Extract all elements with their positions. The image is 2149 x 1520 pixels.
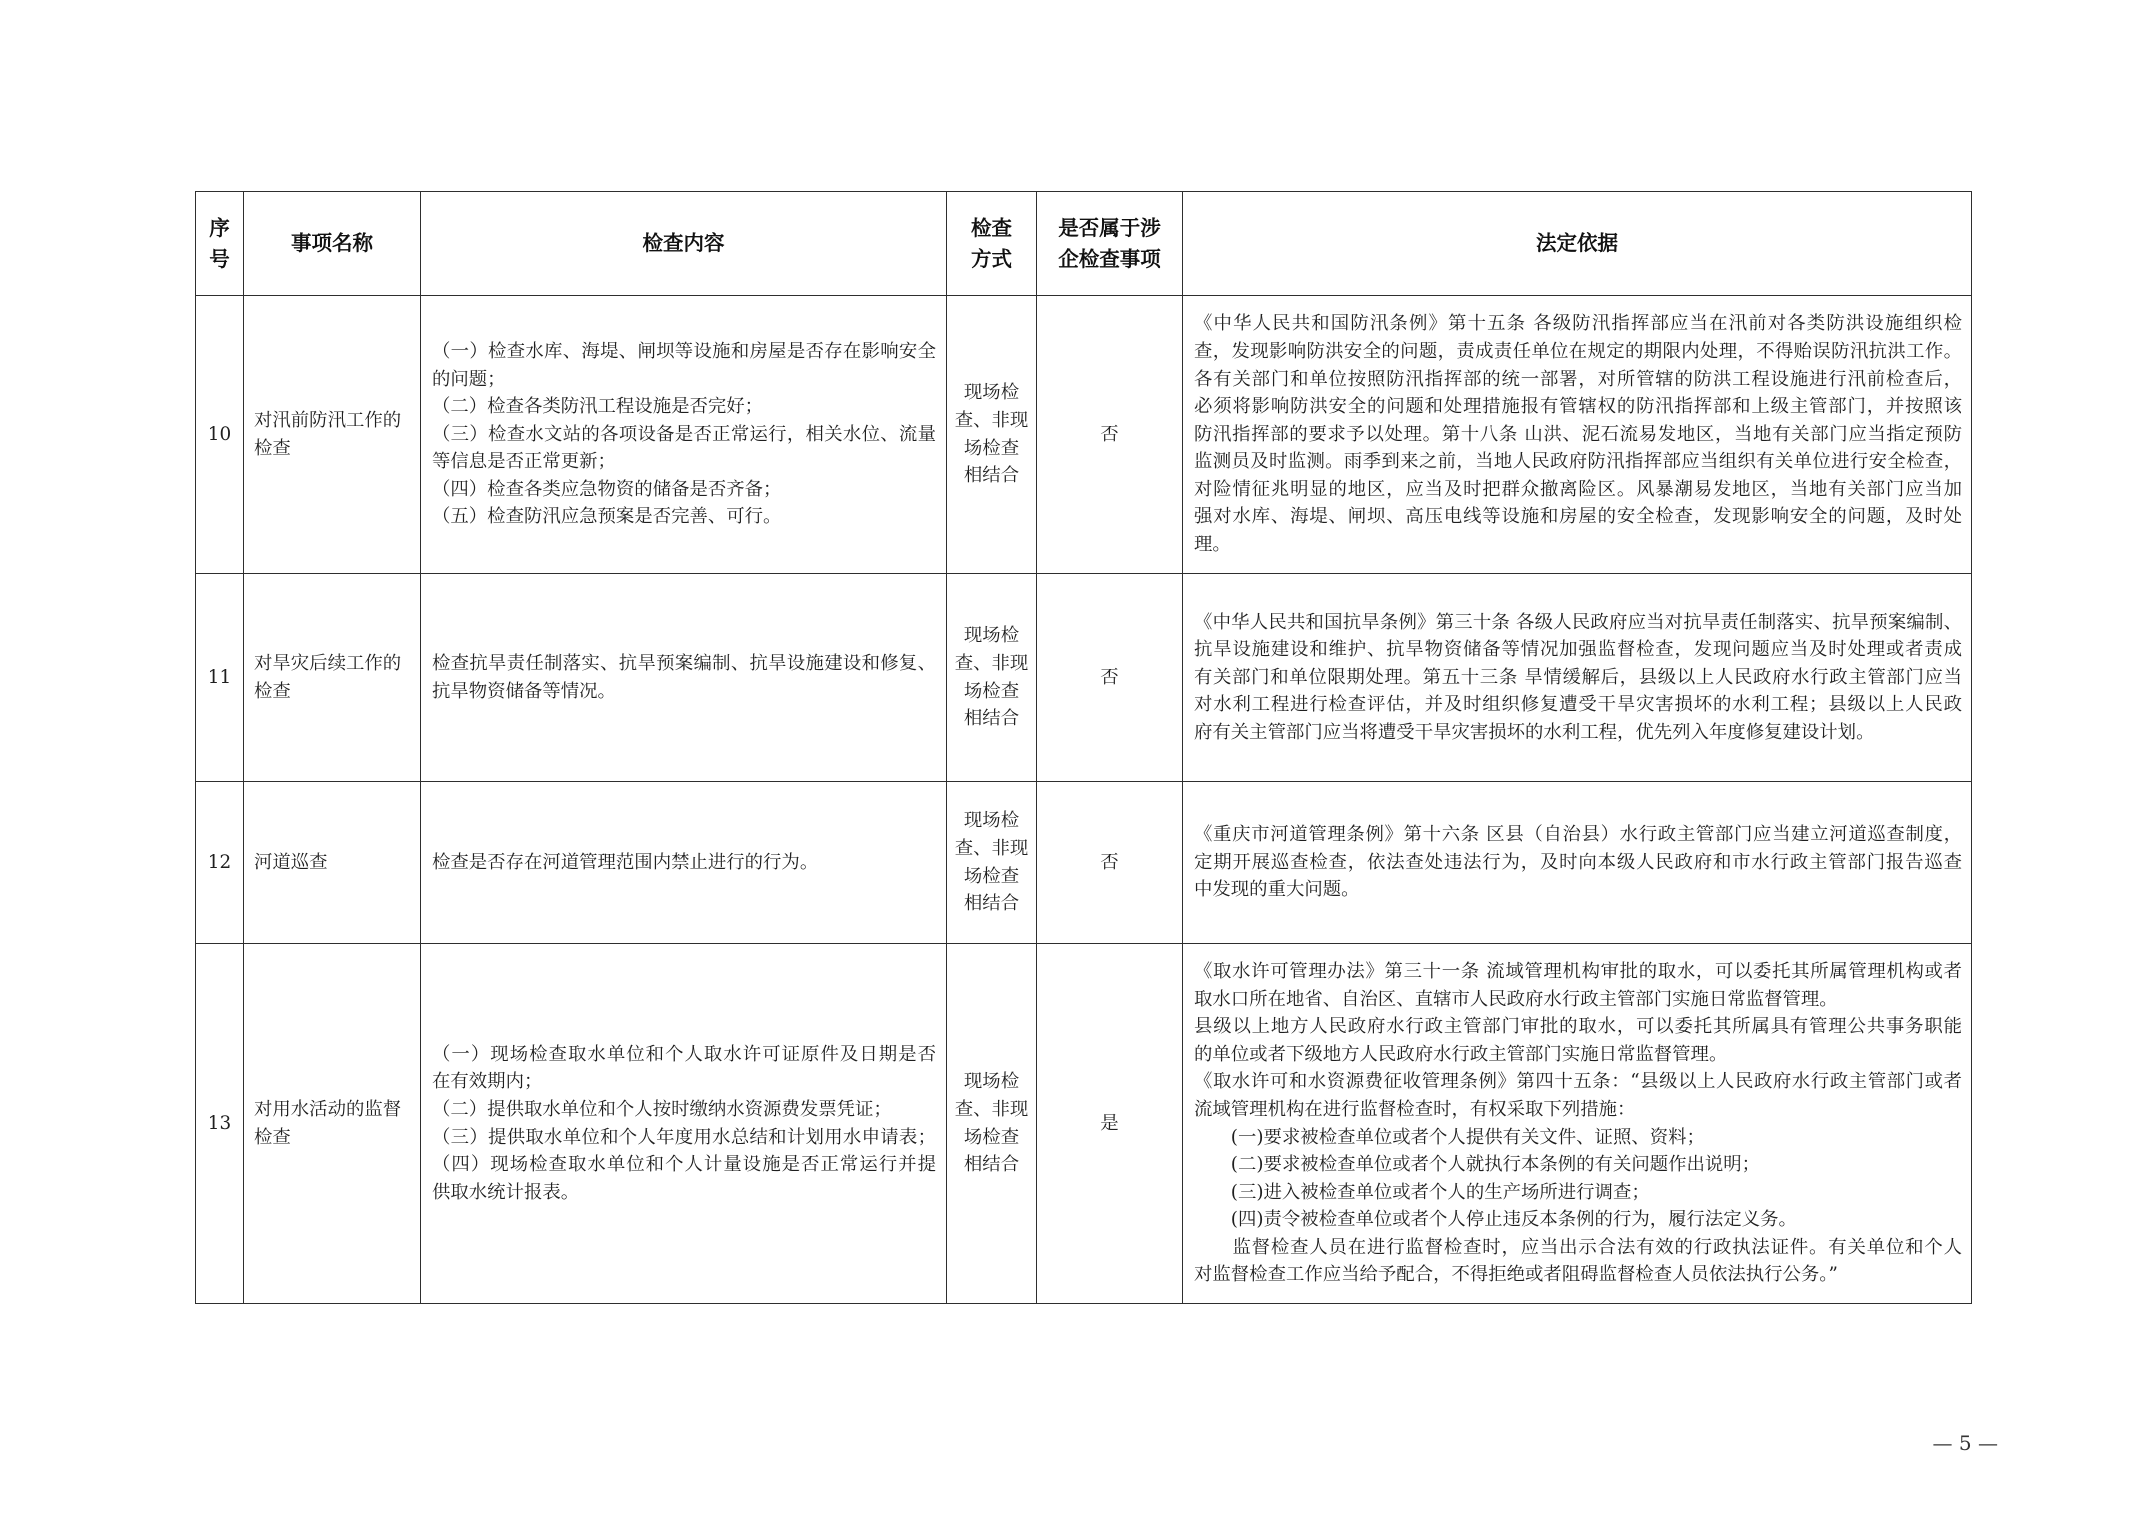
text-line [432,1041,936,1069]
text-line-content: 相结合 [963,1154,1020,1176]
table-row [196,782,1972,944]
text-line [432,1096,936,1124]
text-line [432,366,936,394]
text-line [1194,1041,1962,1069]
text-line [1194,1124,1962,1152]
text-line-content: 各有关部门和单位按照防汛指挥部的统一部署，对所管辖的防洪工程设施进行汛前检查后， [1194,368,1962,390]
text-line-content: 《中华人民共和国抗旱条例》第三十条 各级人民政府应当对抗旱责任制落实、抗旱预案编制、 [1194,611,1962,633]
text-line [1194,958,1962,986]
cell-seq [196,944,244,1304]
text-line-content: 现场检 [963,382,1020,404]
cell-inspection-method [947,296,1037,574]
cell-text: 11 [207,666,232,688]
header-legal-basis [1183,192,1972,296]
text-line-content: (四)责令被检查单位或者个人停止违反本条例的行为，履行法定义务。 [1194,1209,1797,1231]
text-line-content: 查、非现 [954,409,1029,431]
text-line [1194,719,1962,747]
cell-item-name [244,296,421,574]
text-line [1194,310,1962,338]
text-line [432,1124,936,1152]
cell-text: 河道巡查 [254,851,328,873]
text-line-content: （三）检查水文站的各项设备是否正常运行，相关水位、流量 [432,423,936,445]
text-line [1194,876,1962,904]
text-line [1194,338,1962,366]
text-line [1194,531,1962,559]
text-line-content: （二）提供取水单位和个人按时缴纳水资源费发票凭证； [432,1098,892,1120]
text-line [949,890,1034,918]
text-line-content: 《中华人民共和国防汛条例》第十五条 各级防汛指挥部应当在汛前对各类防洪设施组织检 [1194,313,1962,335]
text-line-content: 《重庆市河道管理条例》第十六条 区县（自治县）水行政主管部门应当建立河道巡查制度， [1194,824,1962,846]
header-line: 企检查事项 [1058,246,1161,271]
text-line [949,1124,1034,1152]
text-line-content: 《取水许可和水资源费征收管理条例》第四十五条：“县级以上人民政府水行政主管部门或者 [1194,1071,1962,1093]
text-line-content: 有关部门和单位限期处理。第五十三条 旱情缓解后，县级以上人民政府水行政主管部门应当 [1194,666,1962,688]
text-line [949,863,1034,891]
text-line [949,835,1034,863]
text-line-content: 相结合 [963,465,1020,487]
text-line-content: 对监督检查工作应当给予配合，不得拒绝或者阻碍监督检查人员依法执行公务。” [1194,1264,1838,1286]
text-line-content: 对险情征兆明显的地区，应当及时把群众撤离险区。风暴潮易发地区，当地有关部门应当加 [1194,478,1962,500]
text-line [1194,849,1962,877]
text-line-content: （四）现场检查取水单位和个人计量设施是否正常运行并提 [432,1154,936,1176]
text-line-content: 《取水许可管理办法》第三十一条 流域管理机构审批的取水，可以委托其所属管理机构或者 [1194,960,1962,982]
text-line-content: 的问题； [432,368,506,390]
cell-inspection-content [421,782,947,944]
header-line: 号 [209,246,230,271]
cell-text: 否 [1100,666,1119,688]
text-line-content: 查、非现 [954,652,1029,674]
text-line-content: (一)要求被检查单位或者个人提供有关文件、证照、资料； [1194,1126,1705,1148]
text-line [949,1068,1034,1096]
text-line [1194,366,1962,394]
text-line [432,1068,936,1096]
text-line-content: （二）检查各类防汛工程设施是否完好； [432,396,764,418]
text-line-content: 场检查 [963,680,1020,702]
text-line-content: 对水利工程进行检查评估，并及时组织修复遭受干旱灾害损坏的水利工程；县级以上人民政 [1194,694,1962,716]
text-line [1194,636,1962,664]
text-line [949,435,1034,463]
cell-item-name [244,944,421,1304]
text-line [949,379,1034,407]
text-line-content: （一）现场检查取水单位和个人取水许可证原件及日期是否 [432,1043,936,1065]
text-line [949,807,1034,835]
text-line-content: 场检查 [963,437,1020,459]
table-row [196,296,1972,574]
header-line: 法定依据 [1536,231,1618,255]
text-line-content: 查、非现 [954,1098,1029,1120]
text-line [949,407,1034,435]
text-line [1194,1261,1962,1289]
table-body [196,296,1972,1304]
text-line-content: 相结合 [963,893,1020,915]
text-line [949,650,1034,678]
text-line-content: 县级以上地方人民政府水行政主管部门审批的取水，可以委托其所属具有管理公共事务职能 [1194,1016,1962,1038]
text-line-content: （三）提供取水单位和个人年度用水总结和计划用水申请表； [432,1126,936,1148]
text-line [432,448,936,476]
text-line-content: 的单位或者下级地方人民政府水行政主管部门实施日常监督管理。 [1194,1043,1728,1065]
cell-legal-basis [1183,574,1972,782]
table-row [196,944,1972,1304]
header-line: 方式 [971,246,1012,271]
cell-enterprise-related [1037,574,1183,782]
text-line [949,678,1034,706]
text-line [432,421,936,449]
header-line: 检查 [971,215,1012,240]
text-line-content: 现场检 [963,625,1020,647]
text-line [949,622,1034,650]
text-line-content: 在有效期内； [432,1071,543,1093]
text-line [949,1151,1034,1179]
text-line-content: 查、非现 [954,837,1029,859]
cell-seq [196,574,244,782]
cell-inspection-method [947,944,1037,1304]
cell-text: 对用水活动的监督检查 [254,1098,402,1148]
cell-text: 是 [1100,1112,1119,1134]
cell-seq [196,296,244,574]
text-line [1194,691,1962,719]
text-line-content: 必须将影响防洪安全的问题和处理措施报有管辖权的防汛指挥部和上级主管部门，并按照该 [1194,396,1962,418]
header-enterprise-related [1037,192,1183,296]
text-line-content: 取水口所在地省、自治区、直辖市人民政府水行政主管部门实施日常监督管理。 [1194,988,1838,1010]
cell-text: 10 [207,423,232,445]
cell-inspection-content [421,574,947,782]
cell-text: 否 [1100,423,1119,445]
cell-item-name [244,574,421,782]
text-line-content: 监督检查人员在进行监督检查时，应当出示合法有效的行政执法证件。有关单位和个人 [1194,1236,1962,1258]
text-line-content: 监测员及时监测。雨季到来之前，当地人民政府防汛指挥部应当组织有关单位进行安全检查， [1194,451,1962,473]
cell-text: 对旱灾后续工作的检查 [254,652,402,702]
text-line [432,338,936,366]
text-line [1194,1096,1962,1124]
text-line [432,650,936,678]
text-line [432,503,936,531]
text-line-content: 抗旱设施建设和维护、抗旱物资储备等情况加强监督检查，发现问题应当及时处理或者责成 [1194,639,1962,661]
header-line: 序 [209,215,230,240]
text-line [1194,421,1962,449]
text-line-content: 中发现的重大问题。 [1194,879,1360,901]
header-inspection-content [421,192,947,296]
text-line-content: 府有关主管部门应当将遭受干旱灾害损坏的水利工程，优先列入年度修复建设计划。 [1194,721,1875,743]
cell-text: 否 [1100,851,1119,873]
text-line [1194,986,1962,1014]
text-line-content: (三)进入被检查单位或者个人的生产场所进行调查； [1194,1181,1650,1203]
text-line [1194,1068,1962,1096]
text-line-content: （五）检查防汛应急预案是否完善、可行。 [432,506,782,528]
inspection-items-table [195,191,1972,1304]
text-line [432,1179,936,1207]
text-line-content: 定期开展巡查检查，依法查处违法行为，及时向本级人民政府和市水行政主管部门报告巡查 [1194,851,1962,873]
cell-inspection-content [421,296,947,574]
text-line-content: 场检查 [963,1126,1020,1148]
text-line-content: 理。 [1194,534,1231,556]
text-line [1194,1013,1962,1041]
header-inspection-method [947,192,1037,296]
text-line-content: 抗旱物资储备等情况。 [432,680,616,702]
cell-legal-basis [1183,944,1972,1304]
cell-seq [196,782,244,944]
text-line-content: （四）检查各类应急物资的储备是否齐备； [432,478,782,500]
text-line-content: 场检查 [963,865,1020,887]
text-line [1194,503,1962,531]
text-line-content: (二)要求被检查单位或者个人就执行本条例的有关问题作出说明； [1194,1154,1761,1176]
cell-item-name [244,782,421,944]
header-line: 事项名称 [291,231,373,255]
cell-legal-basis [1183,296,1972,574]
cell-enterprise-related [1037,782,1183,944]
text-line-content: 防汛指挥部的要求予以处理。第十八条 山洪、泥石流易发地区，当地有关部门应当指定预防 [1194,423,1962,445]
cell-enterprise-related [1037,944,1183,1304]
text-line-content: （一）检查水库、海堤、闸坝等设施和房屋是否存在影响安全 [432,340,936,362]
header-seq [196,192,244,296]
text-line-content: 等信息是否正常更新； [432,451,616,473]
text-line [1194,821,1962,849]
text-line-content: 现场检 [963,1071,1020,1093]
text-line [1194,476,1962,504]
text-line [1194,1206,1962,1234]
cell-inspection-content [421,944,947,1304]
text-line [432,849,936,877]
text-line-content: 流域管理机构在进行监督检查时，有权采取下列措施： [1194,1098,1636,1120]
text-line [1194,1151,1962,1179]
cell-enterprise-related [1037,296,1183,574]
header-line: 检查内容 [642,231,725,255]
text-line-content: 强对水库、海堤、闸坝、高压电线等设施和房屋的安全检查，发现影响安全的问题，及时处 [1194,506,1962,528]
text-line-content: 检查抗旱责任制落实、抗旱预案编制、抗旱设施建设和修复、 [432,652,936,674]
header-row [196,192,1972,296]
text-line [949,1096,1034,1124]
text-line [432,476,936,504]
text-line-content: 检查是否存在河道管理范围内禁止进行的行为。 [432,851,819,873]
text-line [1194,393,1962,421]
text-line [1194,1179,1962,1207]
text-line [1194,1234,1962,1262]
cell-text: 12 [207,851,232,873]
cell-inspection-method [947,782,1037,944]
text-line-content: 查，发现影响防洪安全的问题，责成责任单位在规定的期限内处理，不得贻误防汛抗洪工作。 [1194,340,1962,362]
text-line [1194,448,1962,476]
text-line-content: 现场检 [963,810,1020,832]
text-line [949,462,1034,490]
table-row [196,574,1972,782]
cell-text: 对汛前防汛工作的检查 [254,409,402,459]
cell-inspection-method [947,574,1037,782]
header-line: 是否属于涉 [1058,215,1161,240]
text-line [432,393,936,421]
page-number: — 5 — [1932,1431,1998,1455]
text-line-content: 供取水统计报表。 [432,1181,580,1203]
text-line [432,678,936,706]
text-line [1194,609,1962,637]
text-line [1194,664,1962,692]
cell-text: 13 [207,1112,232,1134]
cell-legal-basis [1183,782,1972,944]
header-item-name [244,192,421,296]
text-line [432,1151,936,1179]
text-line-content: 相结合 [963,708,1020,730]
text-line [949,705,1034,733]
